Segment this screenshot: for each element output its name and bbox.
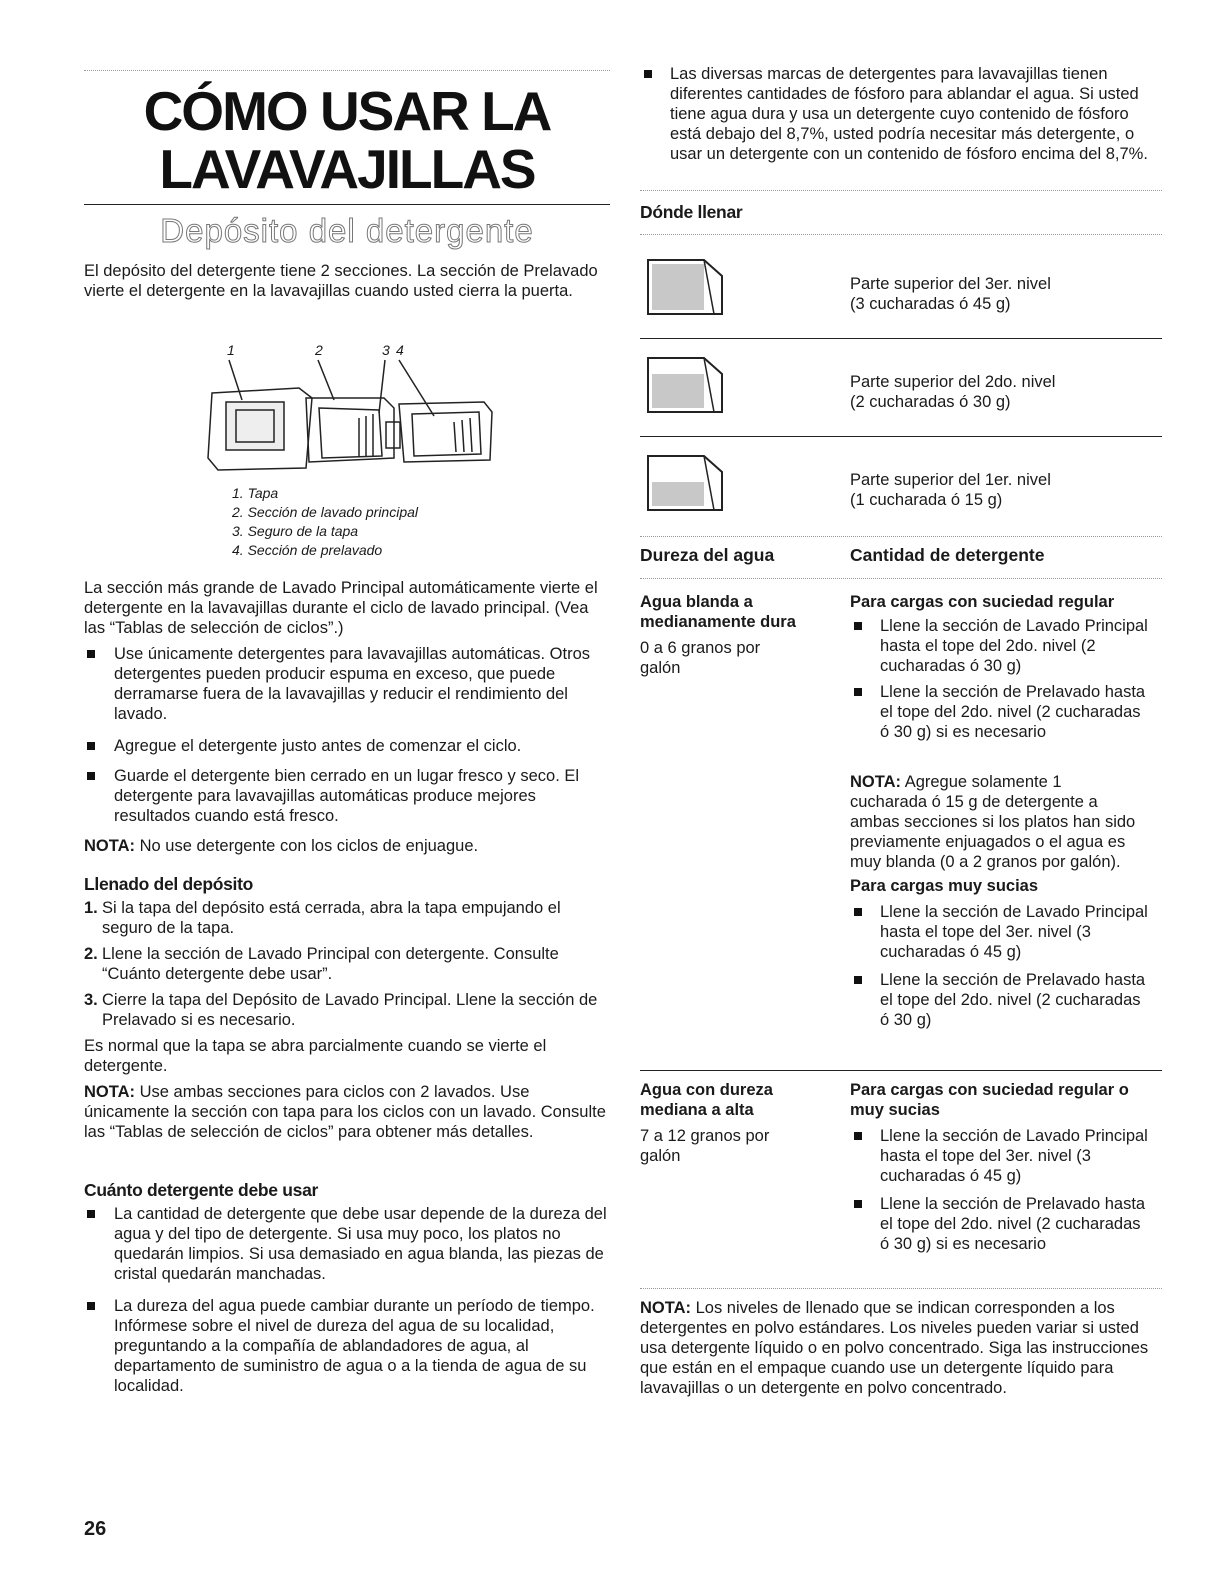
divider (640, 234, 1162, 235)
level-3-text: Parte superior del 3er. nivel (3 cucharadas ó 45 g) (850, 275, 1051, 313)
list-item: Agregue el detergente justo antes de comenzar el ciclo. (84, 736, 610, 756)
list-item: La cantidad de detergente que debe usar depende de la dureza del agua y del tipo de detergente. Si usa muy poco, los platos no quedarán limpios. Si usa demasiado en agua blanda, las piezas de cristal quedarán manchadas. (84, 1204, 610, 1284)
list-item: 3. Cierre la tapa del Depósito de Lavado Principal. Llene la sección de Prelavado si es necesario. (84, 991, 598, 1029)
list-item: 2. Llene la sección de Lavado Principal con detergente. Consulte “Cuánto detergente debe usar”. (84, 945, 559, 983)
callout-1: 1 (227, 342, 235, 358)
list-item: Use únicamente detergentes para lavavajillas automáticas. Otros detergentes pueden producir espuma en exceso, que puede derramarse fuera de la lavavajillas y reducir el rendimiento del lavado. (84, 644, 610, 724)
list-item: Llene la sección de Prelavado hasta el tope del 2do. nivel (2 cucharadas ó 30 g) si es necesario (850, 1194, 1150, 1254)
page-number: 26 (84, 1518, 107, 1540)
callout-3: 3 (382, 342, 390, 358)
table-cell-amount: Para cargas con suciedad regular o muy sucias Llene la sección de Lavado Principal hasta el tope del 3er. nivel (3 cucharadas ó 45 g) Llene la sección de Prelavado hasta el tope del 2do. nivel (2 cucharadas ó 30 g) si es necesario (850, 1080, 1150, 1276)
callout-4: 4 (396, 342, 404, 358)
figure-legend: 1. Tapa 2. Sección de lavado principal 3. Seguro de la tapa 4. Sección de prelavado (232, 485, 419, 558)
list-item: La dureza del agua puede cambiar durante un período de tiempo. Infórmese sobre el nivel de dureza del agua de su localidad, preguntando a la compañía de ablandadores de agua, al departamento de suministro de agua o a la tienda de agua de su localidad. (84, 1296, 610, 1396)
note: NOTA: No use detergente con los ciclos de enjuague. (84, 837, 479, 855)
note: NOTA: Agregue solamente 1 cucharada ó 15 g de detergente a ambas secciones si los platos han sido previamente enjuagados o el agua es muy blanda (0 a 2 granos por galón). (850, 773, 1136, 871)
divider (640, 1288, 1162, 1289)
donde-heading: Dónde llenar (640, 202, 743, 222)
list-item: 1. Si la tapa del depósito está cerrada, abra la tapa empujando el seguro de la tapa. (84, 899, 561, 937)
table-header-hardness: Dureza del agua (640, 545, 775, 565)
list-item: Llene la sección de Lavado Principal hasta el tope del 3er. nivel (3 cucharadas ó 45 g) (850, 1126, 1150, 1186)
level-2-text: Parte superior del 2do. nivel (2 cucharadas ó 30 g) (850, 373, 1056, 411)
callout-2: 2 (315, 342, 323, 358)
list-item: Llene la sección de Lavado Principal hasta el tope del 2do. nivel (2 cucharadas ó 30 g) (850, 616, 1150, 676)
main-wash-text: La sección más grande de Lavado Principal automáticamente vierte el detergente en la lavavajillas durante el ciclo de lavado principal. (Vea las “Tablas de selección de ciclos”.) (84, 579, 598, 637)
level-1-text: Parte superior del 1er. nivel (1 cucharada ó 15 g) (850, 471, 1051, 509)
divider (640, 536, 1162, 537)
llenado-heading: Llenado del depósito (84, 874, 254, 894)
divider (640, 338, 1162, 339)
normal-text: Es normal que la tapa se abra parcialmente cuando se vierte el detergente. (84, 1037, 547, 1075)
page-title: CÓMO USAR LA LAVAVAJILLAS (143, 80, 551, 200)
list-item: Las diversas marcas de detergentes para lavavajillas tienen diferentes cantidades de fósforo para ablandar el agua. Si usted tiene agua dura y usa un detergente cuyo contenido de fósforo está debajo del 8,7%, usted podría necesitar más detergente, o usar un detergente con un contenido de fósforo encima del 8,7%. (640, 64, 1162, 164)
divider (84, 204, 610, 205)
list-item: Llene la sección de Prelavado hasta el tope del 2do. nivel (2 cucharadas ó 30 g) (850, 970, 1150, 1030)
cup-level-3-icon (644, 256, 724, 318)
cup-level-1-icon (644, 452, 724, 514)
dispenser-drawing (194, 338, 514, 478)
table-header-amount: Cantidad de detergente (850, 545, 1045, 565)
note: NOTA: Los niveles de llenado que se indican corresponden a los detergentes en polvo estándares. Los niveles pueden variar si usted usa detergente líquido o en polvo concentrado. Siga las instrucciones que están en el empaque cuando use un detergente líquido para lavavajillas o un detergente en polvo concentrado. (640, 1299, 1149, 1397)
list-item: Llene la sección de Lavado Principal hasta el tope del 3er. nivel (3 cucharadas ó 45 g) (850, 902, 1150, 962)
cup-level-2-icon (644, 354, 724, 416)
divider (640, 190, 1162, 191)
table-cell-amount: Para cargas con suciedad regular Llene la sección de Lavado Principal hasta el tope del 2do. nivel (2 cucharadas ó 30 g) Llene la sección de Prelavado hasta el tope del 2do. nivel (2 cucharadas ó 30 g) si es necesario NOTA: Agregue solamente 1 cucharada ó 15 g de detergente a ambas secciones si los platos han sido previamente enjuagados o el agua es muy blanda (0 a 2 granos por galón). Para cargas muy sucias Llene la sección de Lavado Principal hasta el tope del 3er. nivel (3 cucharadas ó 45 g) Llene la sección de Prelavado hasta el tope del 2do. nivel (2 cucharadas ó 30 g) (850, 592, 1150, 1032)
dispenser-figure (194, 338, 514, 478)
intro-text: El depósito del detergente tiene 2 secciones. La sección de Prelavado vierte el detergente en la lavavajillas cuando usted cierra la puerta. (84, 262, 598, 300)
table-row: Agua con dureza mediana a alta 7 a 12 granos por galón (640, 1081, 773, 1165)
divider (640, 578, 1162, 579)
list-item: Llene la sección de Prelavado hasta el tope del 2do. nivel (2 cucharadas ó 30 g) si es necesario (850, 682, 1150, 742)
note: NOTA: Use ambas secciones para ciclos con 2 lavados. Use únicamente la sección con tapa para los ciclos con un lavado. Consulte las “Tablas de selección de ciclos” para obtener más detalles. (84, 1083, 606, 1141)
list-item: Guarde el detergente bien cerrado en un lugar fresco y seco. El detergente para lavavajillas automáticas produce mejores resultados cuando está fresco. (84, 766, 610, 826)
divider (640, 436, 1162, 437)
table-row: Agua blanda a medianamente dura 0 a 6 granos por galón (640, 593, 796, 677)
section-title: Depósito del detergente (160, 212, 534, 249)
divider (84, 70, 610, 71)
cuanto-heading: Cuánto detergente debe usar (84, 1180, 319, 1200)
divider (640, 1070, 1162, 1071)
